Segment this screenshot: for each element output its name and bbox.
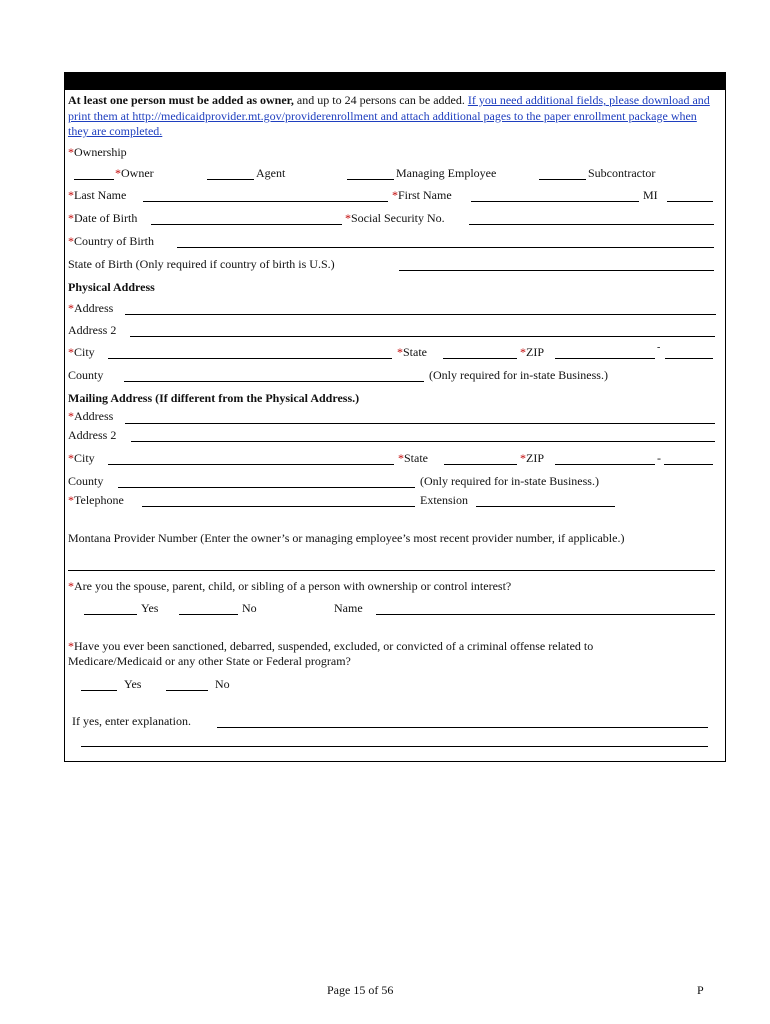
explanation-field-line1[interactable] [217,727,708,728]
relation-no-line[interactable] [179,614,238,615]
mailing-address-label: *Address [68,409,114,423]
state-birth-label: State of Birth (Only required if country of birth is U.S.) [68,257,335,271]
physical-county-note: (Only required for in-state Business.) [429,368,608,382]
physical-city-field[interactable] [108,358,392,359]
sanction-yes-line[interactable] [81,690,117,691]
mailing-address-heading: Mailing Address (If different from the Physical Address.) [68,391,360,405]
last-name-field[interactable] [143,201,388,202]
relation-no-option: No [242,601,257,615]
mailing-city-label: *City [68,451,95,465]
physical-address-label: *Address [68,301,114,315]
intro-bold: At least one person must be added as owner, [68,93,294,107]
physical-city-label: *City [68,345,95,359]
physical-county-field[interactable] [124,381,424,382]
agent-check-line[interactable] [207,179,254,180]
physical-address2-label: Address 2 [68,323,117,337]
mailing-state-field[interactable] [444,464,517,465]
country-birth-field[interactable] [177,247,714,248]
state-birth-field[interactable] [399,270,714,271]
ssn-field[interactable] [469,224,714,225]
section-header-bar [64,72,726,90]
physical-county-label: County [68,368,104,382]
physical-zip-field[interactable] [555,358,655,359]
physical-state-label: *State [397,345,427,359]
sanction-question-line2: Medicare/Medicaid or any other State or Federal program? [68,654,351,668]
first-name-label: *First Name [392,188,452,202]
first-name-field[interactable] [471,201,639,202]
mailing-address2-label: Address 2 [68,428,117,442]
mailing-state-label: *State [398,451,428,465]
owner-option: *Owner [115,166,154,180]
managing-check-line[interactable] [347,179,394,180]
sanction-no-line[interactable] [166,690,208,691]
relation-question: *Are you the spouse, parent, child, or sibling of a person with ownership or control interest? [68,579,512,593]
extension-field[interactable] [476,506,615,507]
mailing-county-note: (Only required for in-state Business.) [420,474,599,488]
mailing-zip4-field[interactable] [664,464,713,465]
relation-yes-line[interactable] [84,614,137,615]
mailing-address2-field[interactable] [131,441,715,442]
ownership-label: *Ownership [68,145,127,159]
mi-label: MI [643,188,658,202]
additional-fields-link[interactable]: If you need additional fields, please download and print them at http://medicaidprovider.mt.gov/providerenrollment and attach additional pages to the paper enrollment package when they are completed. [68,93,710,138]
physical-zip-label: *ZIP [520,345,544,359]
physical-address-heading: Physical Address [68,280,155,294]
mi-field[interactable] [667,201,713,202]
explanation-label: If yes, enter explanation. [72,714,191,728]
mailing-address-field[interactable] [125,423,715,424]
owner-check-line[interactable] [74,179,114,180]
relation-name-field[interactable] [376,614,715,615]
physical-state-field[interactable] [443,358,517,359]
mailing-zip-label: *ZIP [520,451,544,465]
mailing-zip-dash: - [657,451,661,465]
mailing-county-label: County [68,474,104,488]
sanction-question-line1: *Have you ever been sanctioned, debarred, suspended, excluded, or convicted of a criminal offense related to [68,639,594,653]
mailing-county-field[interactable] [118,487,415,488]
subcontractor-option: Subcontractor [588,166,656,180]
footer-letter: P [697,983,704,997]
relation-name-label: Name [334,601,363,615]
physical-address2-field[interactable] [130,336,715,337]
mailing-city-field[interactable] [108,464,394,465]
sanction-yes-option: Yes [124,677,142,691]
sanction-no-option: No [215,677,230,691]
intro-text: and up to 24 persons can be added. [293,93,468,107]
agent-option: Agent [256,166,286,180]
mailing-zip-field[interactable] [555,464,655,465]
country-birth-label: *Country of Birth [68,234,154,248]
page-number: Page 15 of 56 [327,983,394,997]
managing-option: Managing Employee [396,166,497,180]
dob-label: *Date of Birth [68,211,138,225]
provider-number-label: Montana Provider Number (Enter the owner’s or managing employee’s most recent provider number, if applicable.) [68,531,625,545]
intro-paragraph [68,93,718,140]
physical-zip-dash: - [657,342,661,353]
last-name-label: *Last Name [68,188,127,202]
extension-label: Extension [420,493,468,507]
relation-yes-option: Yes [141,601,159,615]
physical-address-field[interactable] [125,314,716,315]
dob-field[interactable] [151,224,342,225]
subcontractor-check-line[interactable] [539,179,586,180]
telephone-label: *Telephone [68,493,124,507]
physical-zip4-field[interactable] [665,358,713,359]
explanation-field-line2[interactable] [81,746,708,747]
provider-number-field[interactable] [68,570,715,571]
ssn-label: *Social Security No. [345,211,445,225]
telephone-field[interactable] [142,506,415,507]
